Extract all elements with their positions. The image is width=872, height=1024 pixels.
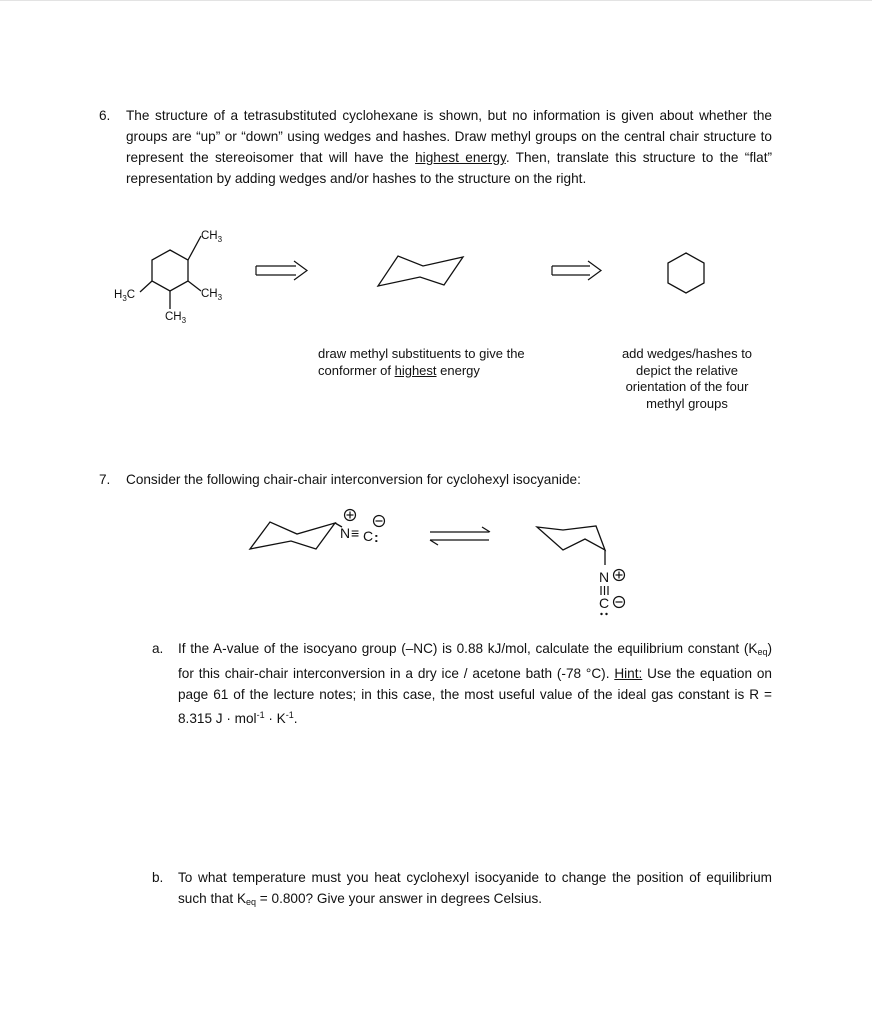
isocyanide-triple-bond-equatorial: ≡ [351, 525, 360, 541]
question-7-number: 7. [99, 472, 111, 487]
negative-charge-equatorial [374, 516, 385, 527]
equilibrium-arrows [430, 527, 490, 545]
question-6-text-a: The structure of a tetrasubstituted cyclohexane is shown, but no information is given about whether the groups are “up” or “down” using wedges and hashes. Draw methyl groups on the central chair structure to represent the stereoisomer that will have the [126, 108, 772, 165]
question-7b-letter: b. [152, 870, 164, 885]
question-7-text: Consider the following chair-chair interconversion for cyclohexyl isocyanide: [126, 472, 581, 487]
question-6-emphasis: highest energy [415, 150, 506, 165]
positive-charge-equatorial [345, 510, 356, 521]
ch3-right-label: $CH_3$ [201, 288, 223, 302]
question-7a-letter: a. [152, 641, 164, 656]
question-7a-text: If the A-value of the isocyano group (–NC) is 0.88 kJ/mol, calculate the equilibrium constant $(K_{eq})$ for this chair-chair interconversion in a dry ice / acetone bath (-78 °C). Hint: Use the equation on page 61 of the lecture notes; in this case, the most useful value of the ideal gas constant is R = 8.315 $J \cdot mol^{-1} \cdot K^{-1}$. [178, 641, 772, 726]
caption-add-wedges: add wedges/hashes to depict the relative orientation of the four methyl groups [621, 346, 753, 411]
isocyanide-n-axial: N [599, 569, 610, 585]
isocyanide-c-axial: C [599, 595, 610, 611]
isocyanide-triple-bond-axial [601, 586, 608, 595]
isocyanide-n-equatorial: N [340, 525, 351, 541]
question-6-number: 6. [99, 108, 111, 123]
isocyanide-c-equatorial: C [363, 528, 374, 544]
hint-label: Hint: [614, 666, 643, 681]
chair-axial [537, 526, 605, 550]
lone-pair-axial [600, 613, 602, 615]
negative-charge-axial [614, 597, 625, 608]
chair-equatorial [250, 522, 335, 549]
h3c-left-label: $H_3C$ [114, 289, 136, 303]
question-6-text-b: . Then, translate this structure to the “flat” representation by adding wedges and/or hashes to the structure on the right. [126, 150, 772, 186]
caption-draw-substituents: draw methyl substituents to give the conformer of highest energy [318, 346, 525, 378]
lone-pair-equatorial: : [374, 529, 379, 545]
ch3-bottom-label: $CH_3$ [165, 311, 187, 325]
question-7b-text: To what temperature must you heat cyclohexyl isocyanide to change the position of equilibrium such that $K_{eq} = 0.800$? Give your answer in degrees Celsius. [178, 870, 772, 907]
positive-charge-axial [614, 570, 625, 581]
ch3-top-label: $CH_3$ [201, 230, 223, 244]
